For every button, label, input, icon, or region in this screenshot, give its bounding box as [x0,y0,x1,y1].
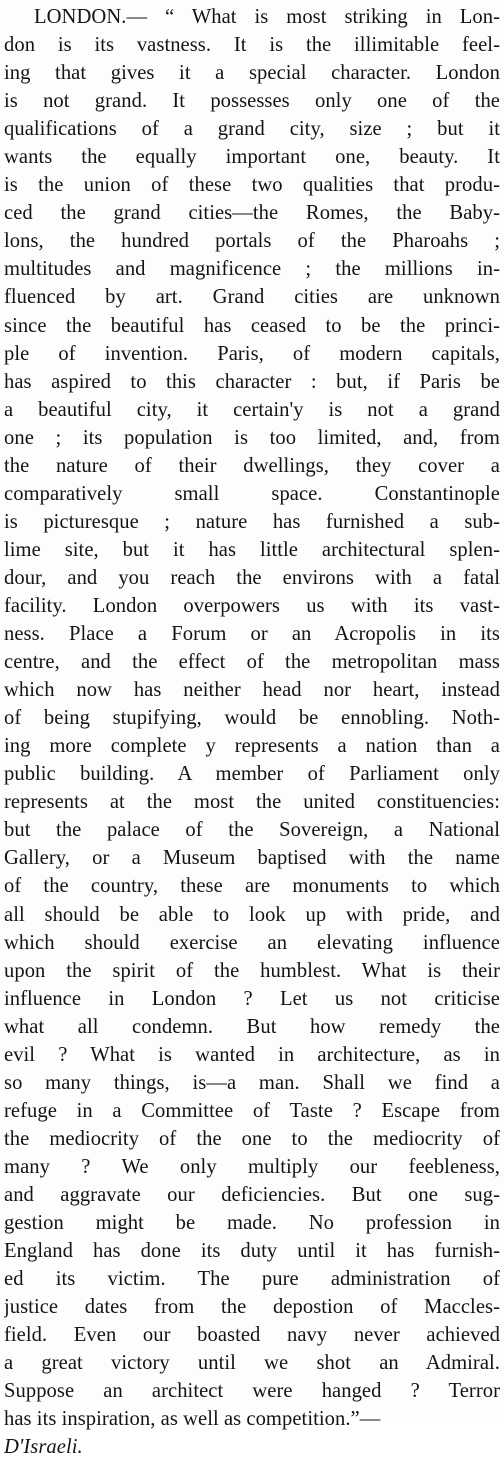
article-line: refuge in a Committee of Taste ? Escape from [4,1099,500,1122]
article-line: since the beautiful has ceased to be the princi- [4,314,500,337]
article-line: gestion might be made. No profession in [4,1212,500,1235]
article-line: qualifications of a grand city, size ; but it [4,118,500,141]
article-column [4,3,500,1461]
article-line: multitudes and magnificence ; the millions in- [4,258,500,281]
article-line: fluenced by art. Grand cities are unknown [4,286,500,309]
article-line: Gallery, or a Museum baptised with the name [4,847,500,870]
article-line: ing more complete y represents a nation than a [4,735,500,758]
article-line: which should exercise an elevating influence [4,931,500,954]
article-line: lons, the hundred portals of the Pharoahs ; [4,230,500,253]
article-line: don is its vastness. It is the illimitable feel- [4,34,500,57]
article-line: ness. Place a Forum or an Acropolis in its [4,623,500,646]
article-line: is not grand. It possesses only one of the [4,90,500,113]
article-line: and aggravate our deficiencies. But one sug- [4,1183,500,1206]
article-line: all should be able to look up with pride, and [4,903,500,926]
article-line: Suppose an architect were hanged ? Terror [4,1380,500,1403]
article-line: one ; its population is too limited, and, from [4,426,500,449]
article-line: ing that gives it a special character. London [4,62,500,85]
article-line: influence in London ? Let us not criticise [4,987,500,1010]
article-line: centre, and the effect of the metropolitan mass [4,651,500,674]
article-line: is the union of these two qualities that produ- [4,174,500,197]
article-line: of being stupifying, would be ennobling. Noth- [4,707,500,730]
article-line: a beautiful city, it certain'y is not a grand [4,398,500,421]
article-line: England has done its duty until it has furnish- [4,1240,500,1263]
article-line: but the palace of the Sovereign, a National [4,819,500,842]
article-line: of the country, these are monuments to which [4,875,500,898]
article-line: dour, and you reach the environs with a fatal [4,566,500,589]
article-line: evil ? What is wanted in architecture, as in [4,1043,500,1066]
article-line: field. Even our boasted navy never achieved [4,1324,500,1347]
article-line: is picturesque ; nature has furnished a sub- [4,510,500,533]
article-line: justice dates from the depostion of Maccles- [4,1296,500,1319]
article-line: public building. A member of Parliament only [4,763,500,786]
article-line: a great victory until we shot an Admiral. [4,1352,500,1375]
article-line: what all condemn. But how remedy the [4,1015,500,1038]
article-line: the nature of their dwellings, they cover a [4,454,500,477]
article-line: lime site, but it has little architectural splen- [4,538,500,561]
article-line: represents at the most the united constituencies: [4,791,500,814]
article-line: comparatively small space. Constantinople [4,482,500,505]
article-attribution: D'Israeli. [4,1436,83,1459]
article-line: ple of invention. Paris, of modern capitals, [4,342,500,365]
article-line: ed its victim. The pure administration of [4,1268,500,1291]
article-line: upon the spirit of the humblest. What is their [4,959,500,982]
article-line: so many things, is—a man. Shall we find a [4,1071,500,1094]
article-line: which now has neither head nor heart, instead [4,679,500,702]
article-line: wants the equally important one, beauty. It [4,146,500,169]
article-line: has its inspiration, as well as competition.”— [4,1408,381,1431]
article-line: facility. London overpowers us with its vast- [4,594,500,617]
article-line: has aspired to this character : but, if Paris be [4,370,500,393]
article-line: ced the grand cities—the Romes, the Baby- [4,202,500,225]
article-line: the mediocrity of the one to the mediocrity of [4,1127,500,1150]
article-line: LONDON.— “ What is most striking in Lon- [34,6,500,28]
article-line: many ? We only multiply our feebleness, [4,1155,500,1178]
